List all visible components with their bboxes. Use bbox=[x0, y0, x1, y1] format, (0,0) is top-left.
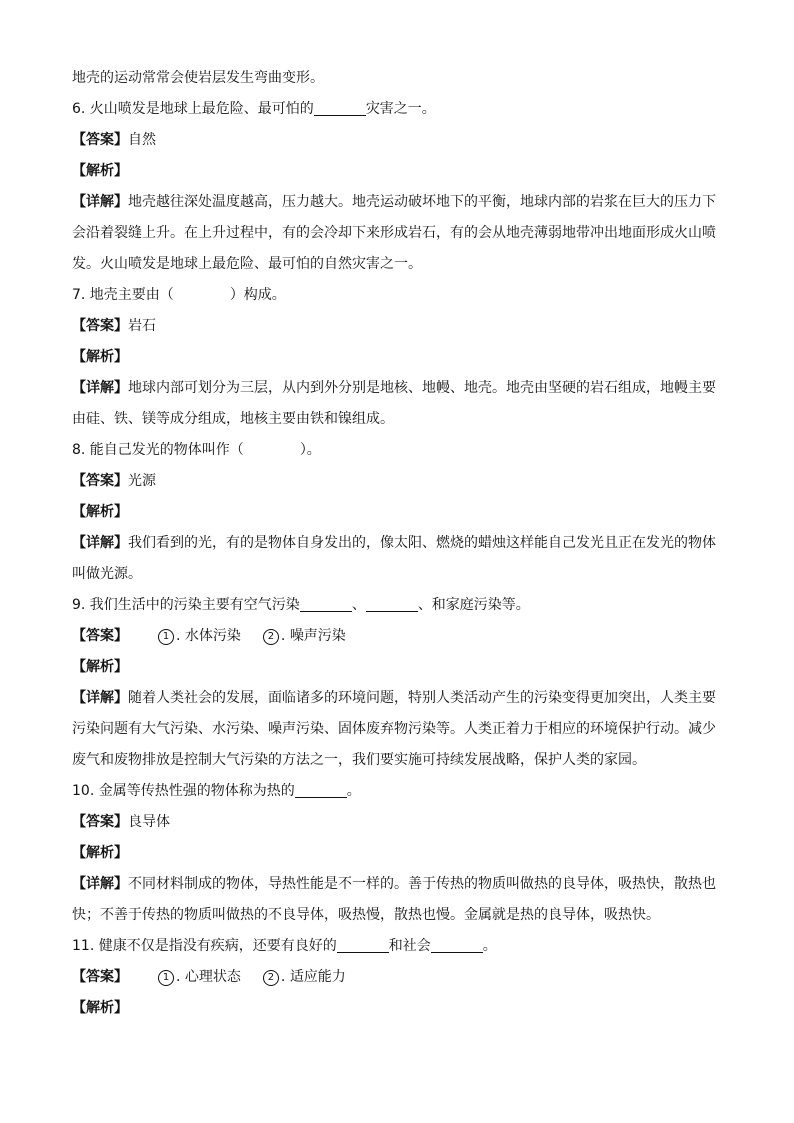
answer-text: 光源 bbox=[128, 473, 156, 489]
analysis-label: 【解析】 bbox=[72, 1000, 128, 1016]
question-text: 、 bbox=[351, 597, 366, 613]
analysis-label: 【解析】 bbox=[72, 349, 128, 365]
detail-6 bbox=[72, 187, 722, 280]
question-11 bbox=[72, 931, 722, 962]
analysis-label-10 bbox=[72, 838, 722, 869]
detail-label: 【详解】 bbox=[72, 194, 128, 210]
question-text: 灾害之一。 bbox=[365, 101, 436, 117]
fill-blank bbox=[300, 595, 352, 612]
document-page bbox=[72, 63, 722, 1024]
analysis-label-9 bbox=[72, 652, 722, 683]
detail-label: 【详解】 bbox=[72, 535, 128, 551]
answer-label: 【答案】 bbox=[72, 814, 128, 830]
answer-text: 噪声污染 bbox=[289, 628, 346, 644]
question-text: 7. 地壳主要由（ bbox=[72, 287, 174, 303]
answer-label: 【答案】 bbox=[72, 473, 128, 489]
question-text: 6. 火山喷发是地球上最危险、最可怕的 bbox=[72, 101, 314, 117]
question-10 bbox=[72, 776, 722, 807]
detail-label: 【详解】 bbox=[72, 380, 128, 396]
circled-number: 1 bbox=[158, 970, 174, 986]
analysis-label-11 bbox=[72, 993, 722, 1024]
answer-label: 【答案】 bbox=[72, 132, 128, 148]
question-text: 8. 能自己发光的物体叫作（ bbox=[72, 442, 244, 458]
circled-number: 1 bbox=[158, 629, 174, 645]
detail-7 bbox=[72, 373, 722, 435]
question-text: 。 bbox=[346, 783, 361, 799]
detail-text: 随着人类社会的发展，面临诸多的环境问题，特别人类活动产生的污染变得更加突出，人类主要污染问题有大气污染、水污染、噪声污染、固体废弃物污染等。人类正着力于相应的环境保护行动。减少废气和废物排放是控制大气污染的方法之一，我们要实施可持续发展战略，保护人类的家园。 bbox=[72, 690, 716, 768]
question-7 bbox=[72, 280, 722, 311]
answer-10 bbox=[72, 807, 722, 838]
analysis-label-8 bbox=[72, 497, 722, 528]
answer-text: 适应能力 bbox=[289, 969, 346, 985]
question-text: 9. 我们生活中的污染主要有空气污染 bbox=[72, 597, 300, 613]
fill-blank bbox=[431, 936, 483, 953]
answer-11: 【答案】 1 . 心理状态 2 . 适应能力 bbox=[72, 969, 346, 985]
detail-text: 我们看到的光，有的是物体自身发出的，像太阳、燃烧的蜡烛这样能自己发光且正在发光的物体叫做光源。 bbox=[72, 535, 716, 582]
detail-text: 地壳越往深处温度越高，压力越大。地壳运动破坏地下的平衡，地球内部的岩浆在巨大的压力下会沿着裂缝上升。在上升过程中，有的会冷却下来形成岩石，有的会从地壳薄弱地带冲出地面形成火山喷发。火山喷发是地球上最危险、最可怕的自然灾害之一。 bbox=[72, 194, 716, 272]
text-line: 地壳的运动常常会使岩层发生弯曲变形。 bbox=[72, 70, 324, 86]
analysis-label: 【解析】 bbox=[72, 163, 128, 179]
answer-label: 【答案】 bbox=[72, 318, 128, 334]
question-9 bbox=[72, 590, 722, 621]
detail-10 bbox=[72, 869, 722, 931]
question-6 bbox=[72, 94, 722, 125]
question-text: 、和家庭污染等。 bbox=[417, 597, 530, 613]
question-text: 。 bbox=[482, 938, 497, 954]
fill-blank bbox=[337, 936, 389, 953]
answer-6 bbox=[72, 125, 722, 156]
answer-9: 【答案】 1 . 水体污染 2 . 噪声污染 bbox=[72, 628, 346, 644]
answer-8 bbox=[72, 466, 722, 497]
answer-text: 水体污染 bbox=[184, 628, 241, 644]
question-text: 10. 金属等传热性强的物体称为热的 bbox=[72, 783, 295, 799]
fill-blank bbox=[366, 595, 418, 612]
analysis-label: 【解析】 bbox=[72, 845, 128, 861]
answer-text: 心理状态 bbox=[184, 969, 241, 985]
answer-label: 【答案】 bbox=[72, 628, 128, 644]
answer-text: 岩石 bbox=[128, 318, 156, 334]
circled-number: 2 bbox=[263, 970, 279, 986]
detail-8 bbox=[72, 528, 722, 590]
analysis-label-6 bbox=[72, 156, 722, 187]
question-text: ）构成。 bbox=[229, 287, 286, 303]
answer-label: 【答案】 bbox=[72, 969, 128, 985]
fill-blank bbox=[295, 781, 347, 798]
detail-label: 【详解】 bbox=[72, 876, 128, 892]
answer-text: 自然 bbox=[128, 132, 156, 148]
circled-number: 2 bbox=[263, 629, 279, 645]
answer-text: 良导体 bbox=[128, 814, 170, 830]
question-8 bbox=[72, 435, 722, 466]
question-text: 11. 健康不仅是指没有疾病，还要有良好的 bbox=[72, 938, 337, 954]
detail-text: 地球内部可划分为三层，从内到外分别是地核、地幔、地壳。地壳由坚硬的岩石组成，地幔主要由硅、铁、镁等成分组成，地核主要由铁和镍组成。 bbox=[72, 380, 716, 427]
analysis-label: 【解析】 bbox=[72, 659, 128, 675]
question-text: 和社会 bbox=[388, 938, 431, 954]
fill-blank bbox=[314, 99, 366, 116]
detail-label: 【详解】 bbox=[72, 690, 128, 706]
answer-7 bbox=[72, 311, 722, 342]
detail-text: 不同材料制成的物体，导热性能是不一样的。善于传热的物质叫做热的良导体，吸热快，散热也快；不善于传热的物质叫做热的不良导体，吸热慢，散热也慢。金属就是热的良导体，吸热快。 bbox=[72, 876, 716, 923]
question-text: ）。 bbox=[299, 442, 321, 458]
detail-9 bbox=[72, 683, 722, 776]
analysis-label-7 bbox=[72, 342, 722, 373]
analysis-label: 【解析】 bbox=[72, 504, 128, 520]
